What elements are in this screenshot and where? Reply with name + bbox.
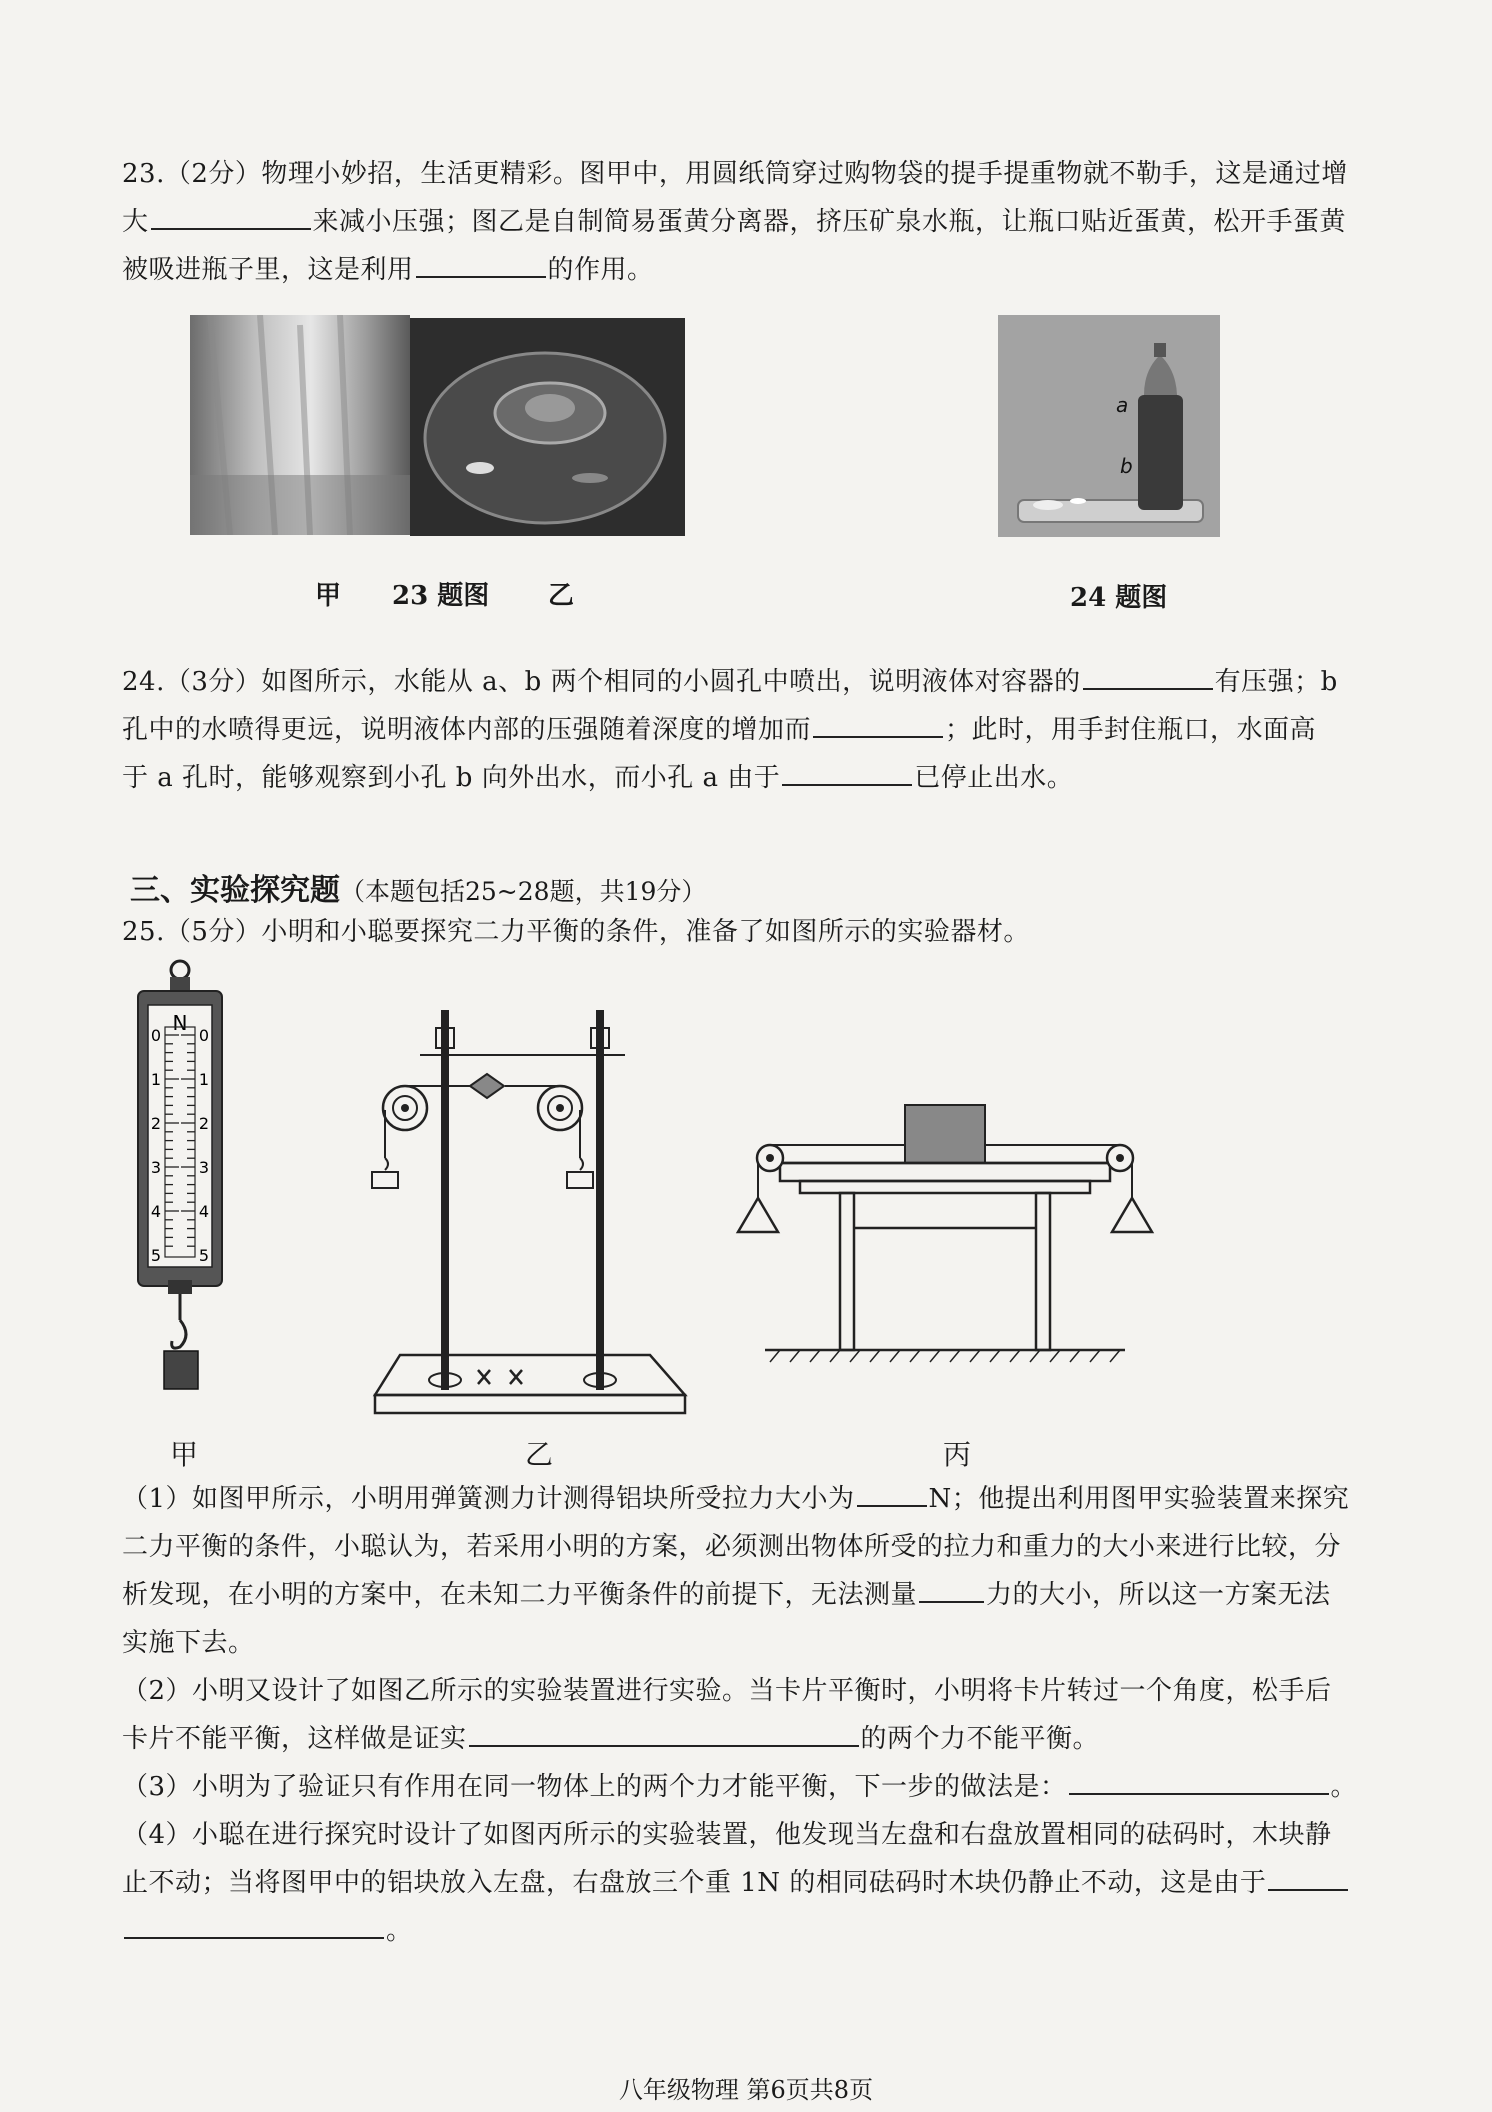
photo-23-jia [190, 315, 410, 535]
photo-24 [998, 315, 1220, 537]
photo-23-yi [410, 318, 685, 536]
q25-part3: （3）小明为了验证只有作用在同一物体上的两个力才能平衡，下一步的做法是： 。 [122, 1763, 1392, 1811]
q25-part2-line2: 卡片不能平衡，这样做是证实 的两个力不能平衡。 [122, 1715, 1392, 1763]
q25-part4-line3: 。 [122, 1907, 1392, 1955]
q23-line-2: 大 来减小压强；图乙是自制简易蛋黄分离器，挤压矿泉水瓶，让瓶口贴近蛋黄，松开手蛋黄 [122, 198, 1377, 246]
q25-part1-line3: 析发现，在小明的方案中，在未知二力平衡条件的前提下，无法测量 力的大小，所以这一方案无法 [122, 1571, 1392, 1619]
answer-blank[interactable] [813, 708, 943, 738]
egg-separator-image [410, 318, 685, 536]
page-footer: 八年级物理 第6页共8页 [618, 2076, 874, 2104]
scale-number-left: 3 [150, 1158, 162, 1177]
figure-label-yi: 乙 [525, 1438, 554, 1471]
scale-number-right: 2 [198, 1114, 210, 1133]
shopping-bag-image [190, 315, 410, 535]
answer-blank[interactable] [124, 1909, 384, 1939]
q24-line-2: 孔中的水喷得更远，说明液体内部的压强随着深度的增加而 ；此时，用手封住瓶口，水面高 [122, 706, 1377, 754]
answer-blank[interactable] [782, 756, 912, 786]
section-note: （本题包括25~28题，共19分） [340, 877, 707, 906]
scale-number-left: 5 [150, 1246, 162, 1265]
q25-intro: 25.（5分）小明和小聪要探究二力平衡的条件，准备了如图所示的实验器材。 [122, 917, 1030, 947]
q25-part4-line1: （4）小聪在进行探究时设计了如图丙所示的实验装置，他发现当左盘和右盘放置相同的砝码时，木块静 [122, 1820, 1332, 1850]
caption-23-figure: 23 题图 [392, 581, 490, 611]
figure-spring-scale [130, 955, 230, 1415]
q25-subquestions [122, 1475, 1392, 1955]
scale-number-left: 2 [150, 1114, 162, 1133]
scale-number-right: 5 [198, 1246, 210, 1265]
figure-table-block [730, 1100, 1170, 1400]
q24-line-3: 于 a 孔时，能够观察到小孔 b 向外出水，而小孔 a 由于 已停止出水。 [122, 754, 1377, 802]
q23-line-3: 被吸进瓶子里，这是利用 的作用。 [122, 246, 1377, 294]
scale-number-right: 4 [198, 1202, 210, 1221]
caption-23-jia: 甲 [315, 581, 342, 611]
bottle-water-jet-image [998, 315, 1220, 537]
q25-part1-line2: 二力平衡的条件，小聪认为，若采用小明的方案，必须测出物体所受的拉力和重力的大小来进行比较，分 [122, 1532, 1342, 1562]
section-title: 三、实验探究题 [130, 873, 340, 908]
figure-pulley-card [360, 1010, 700, 1420]
question-23 [122, 150, 1377, 294]
answer-blank[interactable] [857, 1477, 927, 1507]
scale-number-left: 1 [150, 1070, 162, 1089]
scale-number-right: 3 [198, 1158, 210, 1177]
q25-part2-line1: （2）小明又设计了如图乙所示的实验装置进行实验。当卡片平衡时，小明将卡片转过一个角度，松手后 [122, 1676, 1332, 1706]
caption-23-yi: 乙 [548, 581, 575, 611]
caption-24-figure: 24 题图 [1070, 583, 1168, 613]
answer-blank[interactable] [1083, 660, 1213, 690]
scale-number-left: 0 [150, 1026, 162, 1045]
scale-number-left: 4 [150, 1202, 162, 1221]
answer-blank[interactable] [919, 1573, 984, 1603]
question-24 [122, 658, 1377, 802]
hole-a-label: a [1116, 393, 1129, 417]
q25-part1-line1: （1）如图甲所示，小明用弹簧测力计测得铝块所受拉力大小为 N；他提出利用图甲实验装置来探究 [122, 1475, 1392, 1523]
answer-blank[interactable] [151, 200, 311, 230]
q23-line-1: 23.（2分）物理小妙招，生活更精彩。图甲中，用圆纸筒穿过购物袋的提手提重物就不勒手，这是通过增 [122, 159, 1348, 189]
section-heading [130, 865, 706, 909]
scale-number-right: 1 [198, 1070, 210, 1089]
answer-blank[interactable] [1268, 1861, 1348, 1891]
hole-b-label: b [1120, 454, 1133, 478]
q25-part4-line2: 止不动；当将图甲中的铝块放入左盘，右盘放三个重 1N 的相同砝码时木块仍静止不动，这是由于 [122, 1859, 1392, 1907]
figure-label-bing: 丙 [943, 1438, 972, 1471]
answer-blank[interactable] [1069, 1765, 1329, 1795]
answer-blank[interactable] [416, 248, 546, 278]
q24-line-1: 24.（3分）如图所示，水能从 a、b 两个相同的小圆孔中喷出，说明液体对容器的 有压强；b [122, 658, 1377, 706]
answer-blank[interactable] [469, 1717, 859, 1747]
figure-label-jia: 甲 [170, 1438, 199, 1471]
scale-unit-label: N [172, 1011, 188, 1035]
q25-part1-line4: 实施下去。 [122, 1628, 255, 1658]
scale-number-right: 0 [198, 1026, 210, 1045]
